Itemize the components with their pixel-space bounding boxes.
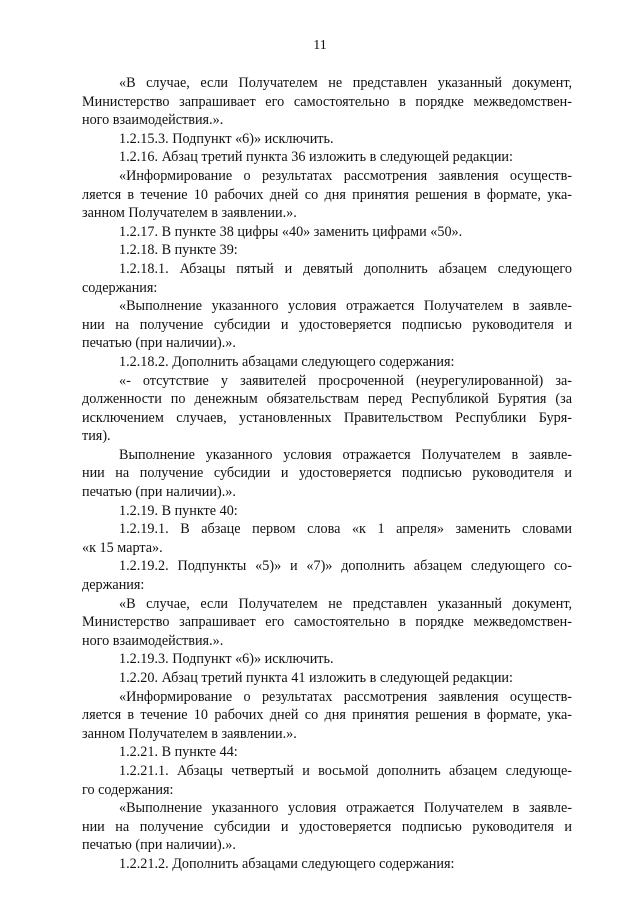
- text-line: 1.2.15.3. Подпункт «6)» исключить.: [119, 130, 334, 147]
- text-line: долженности по денежным обязательствам перед Республикой Бурятия (за: [82, 391, 572, 408]
- text-line: 1.2.21.2. Дополнить абзацами следующего содержания:: [119, 855, 455, 872]
- text-line: «Выполнение указанного условия отражается Получателем в заявле-: [119, 800, 572, 817]
- text-line: Министерство запрашивает его самостоятельно в порядке межведомствен-: [82, 614, 572, 631]
- text-line: 1.2.18.2. Дополнить абзацами следующего содержания:: [119, 353, 455, 370]
- text-line: «Выполнение указанного условия отражается Получателем в заявле-: [119, 298, 572, 315]
- text-line: нии на получение субсидии и удостоверяется подписью руководителя и: [82, 316, 572, 333]
- text-line: «Информирование о результатах рассмотрения заявления осуществ-: [119, 688, 572, 705]
- text-line: 1.2.18.1. Абзацы пятый и девятый дополнить абзацем следующего: [119, 260, 572, 277]
- text-line: нии на получение субсидии и удостоверяется подписью руководителя и: [82, 465, 572, 482]
- page-number: 11: [313, 38, 327, 53]
- text-line: «Информирование о результатах рассмотрения заявления осуществ-: [119, 167, 572, 184]
- text-line: 1.2.16. Абзац третий пункта 36 изложить в следующей редакции:: [119, 149, 513, 166]
- document-body: [82, 74, 572, 874]
- text-line: го содержания:: [82, 781, 174, 798]
- text-line: 1.2.18. В пункте 39:: [119, 242, 238, 259]
- text-line: Министерство запрашивает его самостоятельно в порядке межведомствен-: [82, 93, 572, 110]
- text-line: печатью (при наличии).».: [82, 837, 236, 854]
- text-line: 1.2.21.1. Абзацы четвертый и восьмой дополнить абзацем следующе-: [119, 762, 572, 779]
- text-line: Выполнение указанного условия отражается Получателем в заявле-: [119, 446, 572, 463]
- text-line: исключением случаев, установленных Правительством Республики Буря-: [82, 409, 572, 426]
- text-line: ляется в течение 10 рабочих дней со дня принятия решения в формате, ука-: [82, 186, 572, 203]
- text-line: «В случае, если Получателем не представлен указанный документ,: [119, 75, 572, 91]
- text-line: тия).: [82, 428, 111, 445]
- text-line: содержания:: [82, 279, 158, 296]
- text-line: ного взаимодействия.».: [82, 112, 224, 129]
- text-line: печатью (при наличии).».: [82, 484, 236, 501]
- text-line: 1.2.19.2. Подпункты «5)» и «7)» дополнить абзацем следующего со-: [119, 558, 572, 575]
- text-line: 1.2.19.3. Подпункт «6)» исключить.: [119, 651, 334, 668]
- text-line: 1.2.20. Абзац третий пункта 41 изложить в следующей редакции:: [119, 670, 513, 686]
- text-line: 1.2.19.1. В абзаце первом слова «к 1 апреля» заменить словами: [119, 521, 572, 538]
- text-line: ляется в течение 10 рабочих дней со дня принятия решения в формате, ука-: [82, 707, 572, 724]
- text-line: ного взаимодействия.».: [82, 632, 224, 649]
- text-line: «- отсутствие у заявителей просроченной (неурегулированной) за-: [119, 372, 572, 389]
- text-line: занном Получателем в заявлении.».: [82, 205, 297, 222]
- text-line: держания:: [82, 577, 145, 594]
- text-line: нии на получение субсидии и удостоверяется подписью руководителя и: [82, 818, 572, 835]
- text-line: «В случае, если Получателем не представлен указанный документ,: [119, 595, 572, 612]
- text-line: 1.2.21. В пункте 44:: [119, 744, 238, 761]
- text-line: печатью (при наличии).».: [82, 335, 236, 352]
- text-line: «к 15 марта».: [82, 539, 163, 556]
- text-line: 1.2.17. В пункте 38 цифры «40» заменить цифрами «50».: [119, 223, 463, 240]
- text-line: 1.2.19. В пункте 40:: [119, 502, 238, 519]
- text-line: занном Получателем в заявлении.».: [82, 725, 297, 742]
